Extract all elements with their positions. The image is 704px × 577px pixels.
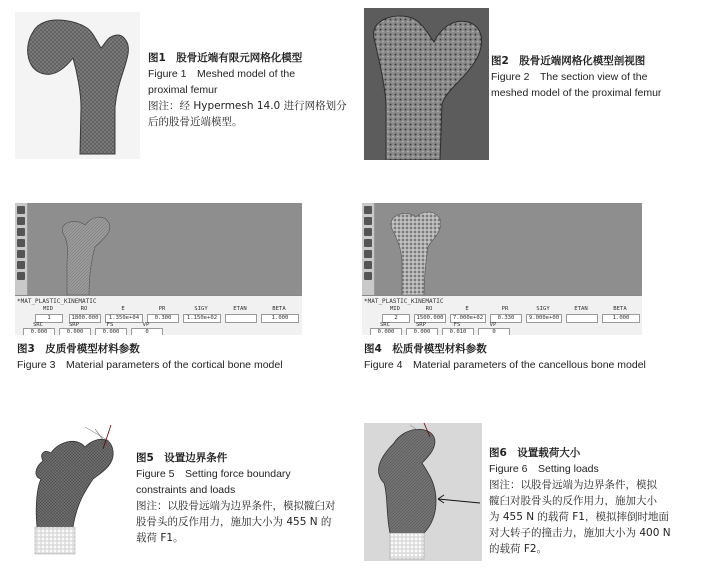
card-field[interactable]: 1.000 — [261, 314, 299, 323]
figure-4-caption — [364, 341, 699, 373]
card-field[interactable]: 0.000 — [59, 328, 91, 335]
figure-4-title-zh: 图4 松质骨模型材料参数 — [364, 343, 487, 355]
card-header: MID — [42, 306, 54, 312]
cancellous-femur-graphic — [362, 203, 642, 295]
figure-2-caption — [491, 53, 701, 101]
femur-mesh-graphic — [15, 12, 140, 159]
figure-5-image — [15, 423, 129, 556]
viewport-toolbar — [362, 203, 375, 295]
figure-1-title-en-2: proximal femur — [148, 84, 218, 96]
figure-5-note-3: 载荷 F1。 — [136, 532, 184, 544]
tool-icon[interactable] — [17, 261, 25, 269]
card-field[interactable]: 0.000 — [23, 328, 55, 335]
cortical-femur-graphic — [15, 203, 302, 295]
figure-4-image — [362, 203, 642, 335]
tool-icon[interactable] — [17, 239, 25, 247]
card-field[interactable]: 1.000 — [602, 314, 640, 323]
figure-6-note-5: 的载荷 F2。 — [489, 543, 548, 555]
material-card-cortical — [15, 295, 302, 335]
card-header: ETAN — [574, 306, 588, 312]
figure-3-caption — [17, 341, 347, 373]
figure-1-caption — [148, 50, 368, 130]
figure-5-caption — [136, 450, 366, 546]
figure-5-title-en-2: constraints and loads — [136, 484, 236, 496]
viewport-toolbar — [15, 203, 28, 295]
card-header: FS — [106, 322, 114, 328]
card-field[interactable]: 0.010 — [442, 328, 474, 335]
card-header: BETA — [613, 306, 627, 312]
figure-1-title-zh: 图1 股骨近端有限元网格化模型 — [148, 52, 303, 64]
card-header: VP — [489, 322, 497, 328]
femur-section-graphic — [364, 8, 489, 160]
tool-icon[interactable] — [17, 272, 25, 280]
card-field[interactable]: 0.330 — [490, 314, 522, 323]
card-header: VP — [142, 322, 150, 328]
card-field[interactable]: 1800.000 — [69, 314, 101, 323]
figure-6-caption — [489, 445, 701, 557]
card-field[interactable]: 0.000 — [370, 328, 402, 335]
card-header: SIGY — [536, 306, 550, 312]
card-header: FS — [453, 322, 461, 328]
card-field[interactable]: 0.000 — [406, 328, 438, 335]
card-keyword: *MAT_PLASTIC_KINEMATIC — [17, 298, 97, 305]
figure-6-image — [364, 423, 482, 561]
tool-icon[interactable] — [17, 217, 25, 225]
card-header: E — [465, 306, 469, 312]
card-header: RO — [80, 306, 88, 312]
material-card-cancellous — [362, 295, 642, 335]
tool-icon[interactable] — [364, 228, 372, 236]
tool-icon[interactable] — [364, 250, 372, 258]
card-header: E — [121, 306, 125, 312]
card-field[interactable]: 0.000 — [95, 328, 127, 335]
figure-6-note-2: 髋臼对股骨头的反作用力，施加大小 — [489, 495, 657, 507]
femur-loads-graphic — [364, 423, 482, 561]
femur-boundary-graphic — [15, 423, 129, 556]
tool-icon[interactable] — [364, 239, 372, 247]
card-header: SIGY — [194, 306, 208, 312]
card-field[interactable]: 1.150e+02 — [183, 314, 221, 323]
figure-1-title-en: Figure 1 Meshed model of the — [148, 68, 296, 80]
card-header: PR — [501, 306, 509, 312]
card-header: BETA — [272, 306, 286, 312]
card-header: SRP — [415, 322, 427, 328]
figure-6-note: 图注：以股骨远端为边界条件，模拟 — [489, 479, 657, 491]
card-field[interactable]: 0.300 — [147, 314, 179, 323]
tool-icon[interactable] — [364, 217, 372, 225]
figure-3-title-zh: 图3 皮质骨模型材料参数 — [17, 343, 140, 355]
cortical-viewport — [15, 203, 302, 295]
tool-icon[interactable] — [17, 228, 25, 236]
figure-2-title-en: Figure 2 The section view of the — [491, 71, 648, 83]
tool-icon[interactable] — [364, 272, 372, 280]
figure-5-title-zh: 图5 设置边界条件 — [136, 452, 228, 464]
figure-6-title-en: Figure 6 Setting loads — [489, 463, 599, 475]
tool-icon[interactable] — [17, 206, 25, 214]
tool-icon[interactable] — [364, 261, 372, 269]
cancellous-viewport — [362, 203, 642, 295]
card-field[interactable]: 1500.000 — [414, 314, 446, 323]
card-field[interactable]: 0 — [478, 328, 510, 335]
figure-4-title-en: Figure 4 Material parameters of the cancellous bone model — [364, 359, 646, 371]
figure-1-note-2: 后的股骨近端模型。 — [148, 116, 243, 128]
card-field[interactable]: 0 — [131, 328, 163, 335]
figure-5-title-en: Figure 5 Setting force boundary — [136, 468, 291, 480]
figure-6-note-4: 对大转子的撞击力，施加大小为 400 N — [489, 527, 671, 539]
card-header: SRP — [68, 322, 80, 328]
tool-icon[interactable] — [364, 206, 372, 214]
figure-2-title-en-2: meshed model of the proximal femur — [491, 87, 662, 99]
card-header: ETAN — [233, 306, 247, 312]
card-keyword: *MAT_PLASTIC_KINEMATIC — [364, 298, 444, 305]
card-header: PR — [158, 306, 166, 312]
figure-1-image — [15, 12, 140, 159]
figure-2-image — [364, 8, 489, 160]
figure-3-title-en: Figure 3 Material parameters of the cortical bone model — [17, 359, 283, 371]
card-field[interactable]: 7.000e+02 — [450, 314, 486, 323]
card-field[interactable]: 9.000e+00 — [526, 314, 562, 323]
tool-icon[interactable] — [17, 250, 25, 258]
figure-3-image — [15, 203, 302, 335]
figure-5-note-2: 股骨头的反作用力，施加大小为 455 N 的 — [136, 516, 332, 528]
figure-6-note-3: 为 455 N 的载荷 F1，模拟摔倒时地面 — [489, 511, 669, 523]
card-header: MID — [389, 306, 401, 312]
card-header: RO — [425, 306, 433, 312]
card-field[interactable]: 1.350e+04 — [105, 314, 143, 323]
figure-2-title-zh: 图2 股骨近端网格化模型剖视图 — [491, 55, 646, 67]
card-header: SRC — [32, 322, 44, 328]
card-field[interactable]: 2 — [382, 314, 410, 323]
figure-1-note: 图注：经 Hypermesh 14.0 进行网格划分 — [148, 100, 347, 112]
figure-6-title-zh: 图6 设置载荷大小 — [489, 447, 581, 459]
figure-5-note: 图注：以股骨远端为边界条件，模拟髋臼对 — [136, 500, 336, 512]
card-header: SRC — [379, 322, 391, 328]
card-field[interactable]: 1 — [35, 314, 63, 323]
